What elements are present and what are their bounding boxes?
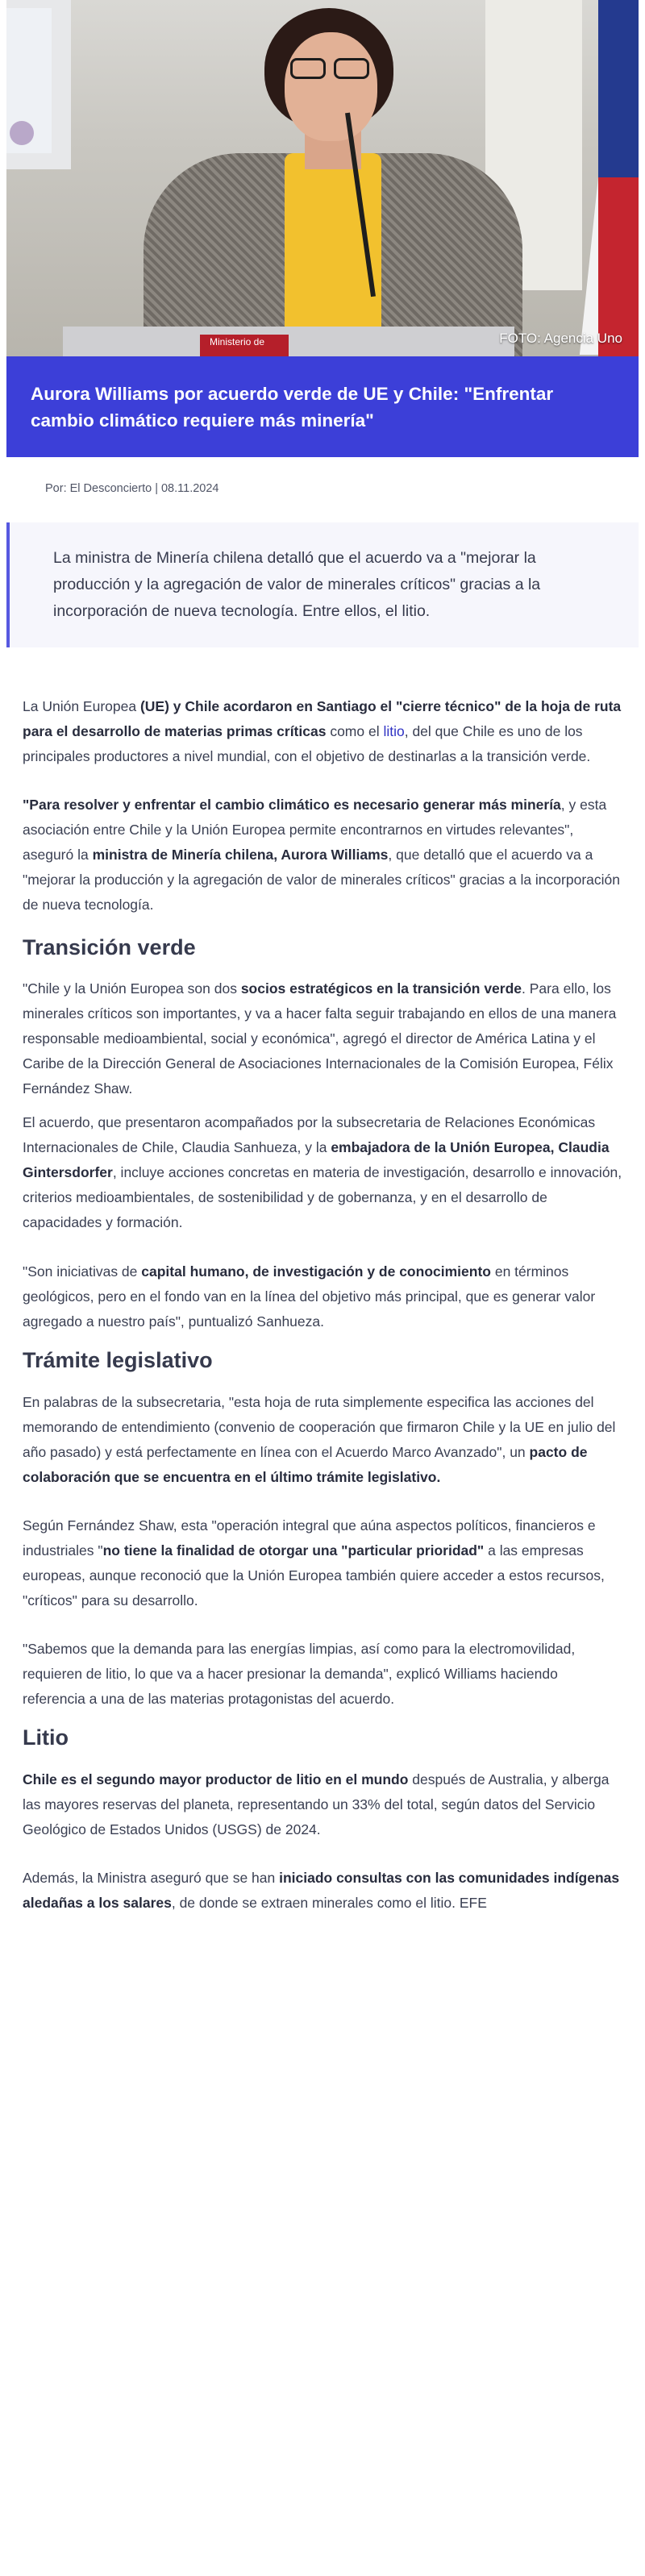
paragraph-3: "Chile y la Unión Europea son dos socios estratégicos en la transición verde. Para ello, los minerales críticos son importantes, y va a hacer falta seguir trabajando en ellos de una manera responsable medioambiental, social y económica", agregó el director de América Latina y el Caribe de la Dirección General de Asociaciones Internacionales de la Comisión Europea, Félix Fernández Shaw. [23, 980, 617, 1097]
paragraph-2: "Para resolver y enfrentar el cambio climático es necesario generar más minería, y esta asociación entre Chile y la Unión Europea permite encontrarnos en virtudes relevantes", aseguró la ministra de Minería chilena, Aurora Williams, que detalló que el acuerdo va a "mejorar la producción y la agregación de valor de minerales críticos" gracias a la incorporación de nueva tecnología. [23, 797, 620, 913]
paragraph-8: "Sabemos que la demanda para las energías limpias, así como para la electromovilidad, requieren de litio, lo que va a hacer presionar la demanda", explicó Williams haciendo referencia a una de las materias protagonistas del acuerdo. [23, 1641, 576, 1707]
chile-flag [598, 0, 639, 177]
section-heading-litio: Litio [23, 1725, 69, 1750]
article-body [0, 694, 645, 1916]
paragraph-5: "Son iniciativas de capital humano, de investigación y de conocimiento en términos geológicos, pero en el fondo van en la línea del objetivo más principal, que es generar valor agregado a nuestro país", puntualizó Sanhueza. [23, 1263, 596, 1330]
speaker-face [285, 32, 377, 141]
podium [63, 327, 514, 356]
article-byline: Por: El Desconcierto | 08.11.2024 [45, 482, 219, 495]
glasses-icon [290, 58, 371, 79]
podium-label: Ministerio de [200, 335, 289, 356]
paragraph-10: Además, la Ministra aseguró que se han iniciado consultas con las comunidades indígenas aledañas a los salares, de donde se extraen minerales como el litio. EFE [23, 1870, 620, 1911]
paragraph-7: Según Fernández Shaw, esta "operación integral que aúna aspectos políticos, financieros e industriales "no tiene la finalidad de otorgar una "particular prioridad" a las empresas europeas, aunque reconoció que la Unión Europea también quiere acceder a estos recursos, "críticos" para su desarrollo. [23, 1517, 605, 1608]
section-heading-tramite: Trámite legislativo [23, 1348, 213, 1372]
section-heading-transicion: Transición verde [23, 935, 196, 959]
chile-flag-red [598, 177, 639, 356]
union-europea-link[interactable]: Unión Europea [450, 1139, 551, 1155]
paragraph-1: La Unión Europea (UE) y Chile acordaron en Santiago el "cierre técnico" de la hoja de ruta para el desarrollo de materias primas críticas como el litio, del que Chile es uno de los principales productores a nivel mundial, con el objetivo de destinarlas a la transición verde. [23, 698, 622, 764]
article-title-box [6, 356, 639, 457]
paragraph-6: En palabras de la subsecretaria, "esta hoja de ruta simplemente especifica las acciones del memorando de entendimiento (convenio de cooperación que firmaron Chile y la UE en julio del año pasado) y está perfectamente en línea con el Acuerdo Marco Avanzado", un pacto de colaboración que se encuentra en el último trámite legislativo. [23, 1394, 616, 1485]
photo-credit: FOTO: Agencia Uno [499, 331, 622, 346]
hero-image [6, 0, 639, 356]
litio-link[interactable]: litio [383, 723, 405, 739]
paragraph-4: El acuerdo, que presentaron acompañados por la subsecretaria de Relaciones Económicas Internacionales de Chile, Claudia Sanhueza, y la embajadora de la Unión Europea, Claudia Gintersdorfer, incluye acciones concretas en materia de investigación, desarrollo e innovación, criterios medioambientales, de sostenibilidad y de gobernanza, y en el desarrollo de capacidades y formación. [23, 1114, 622, 1230]
article-lead-quote [6, 522, 639, 647]
lead-text: La ministra de Minería chilena detalló que el acuerdo va a "mejorar la producción y la agregación de valor de minerales críticos" gracias a la incorporación de nueva tecnología. Entre ellos, el litio. [53, 549, 541, 620]
article-title: Aurora Williams por acuerdo verde de UE y Chile: "Enfrentar cambio climático requiere más minería" [31, 384, 554, 431]
projection-screen [6, 8, 52, 153]
paragraph-9: Chile es el segundo mayor productor de litio en el mundo después de Australia, y alberga las mayores reservas del planeta, representando un 33% del total, según datos del Servicio Geológico de Estados Unidos (USGS) de 2024. [23, 1771, 610, 1837]
